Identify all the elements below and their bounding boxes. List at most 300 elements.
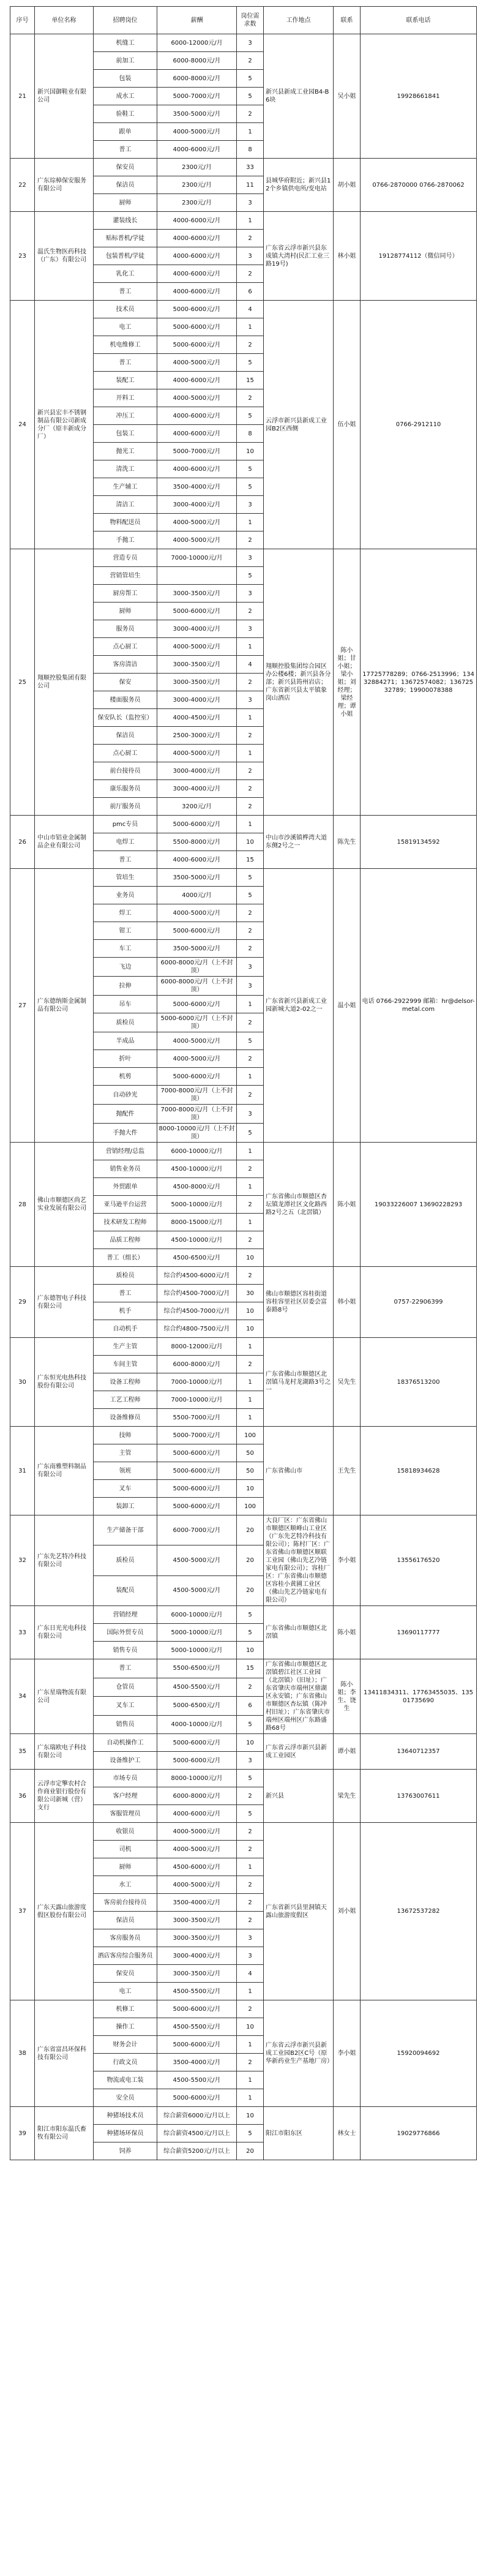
contact-person: 陈小姐；甘小姐；梁小姐；刘经理；梁经理；谭小姐 [334, 549, 361, 816]
company-name: 广东德纳斯金属制品有限公司 [35, 869, 94, 1143]
job-salary: 5000-7000元/月 [157, 88, 237, 105]
job-salary: 4000-6000元/月 [157, 265, 237, 283]
job-salary: 5000-10000元/月 [157, 1196, 237, 1214]
job-salary [157, 567, 237, 585]
job-title: 国际外贸专员 [94, 1624, 157, 1642]
row-number: 29 [10, 1267, 35, 1338]
table-row [10, 34, 477, 52]
job-title: 机修工 [94, 2000, 157, 2018]
job-count: 6 [237, 1697, 264, 1716]
job-salary: 3000-3500元/月 [157, 656, 237, 674]
job-salary: 4000-6000元/月 [157, 851, 237, 869]
job-title: 电焊工 [94, 833, 157, 851]
job-salary: 综合约4500-7000元/月 [157, 1302, 237, 1320]
job-title: 点心厨工 [94, 638, 157, 656]
row-number: 25 [10, 549, 35, 816]
job-count: 20 [237, 2142, 264, 2160]
contact-phone: 0757-22906399 [361, 1267, 477, 1338]
job-title: 普工 [94, 851, 157, 869]
row-number: 28 [10, 1143, 35, 1267]
contact-phone: 19928661841 [361, 34, 477, 159]
row-number: 21 [10, 34, 35, 159]
job-title: 设备工程师 [94, 1373, 157, 1391]
job-count: 2 [237, 336, 264, 354]
job-count: 5 [237, 567, 264, 585]
job-count: 1 [237, 1858, 264, 1876]
header-no: 序号 [10, 7, 35, 34]
job-salary: 4000-5000元/月 [157, 745, 237, 762]
job-title: 钳工 [94, 922, 157, 940]
job-salary: 4500-5500元/月 [157, 2071, 237, 2089]
job-count: 1 [237, 2071, 264, 2089]
recruitment-sheet [10, 6, 476, 2160]
job-title: 楼面服务员 [94, 691, 157, 709]
job-count: 10 [237, 2018, 264, 2036]
job-count: 5 [237, 354, 264, 372]
job-salary: 4000-6000元/月 [157, 372, 237, 389]
table-row [10, 1770, 477, 1787]
job-count: 4 [237, 1965, 264, 1983]
contact-person: 温小姐 [334, 869, 361, 1143]
job-count: 1 [237, 1983, 264, 2000]
company-name: 阳江市阳东温氏畜牧有限公司 [35, 2107, 94, 2160]
job-salary: 3000-4000元/月 [157, 620, 237, 638]
job-count: 5 [237, 1805, 264, 1823]
job-salary: 4000-5000元/月 [157, 531, 237, 549]
company-name: 广东天露山旅游度假区股份有限公司 [35, 1823, 94, 2000]
job-salary: 4000-6000元/月 [157, 230, 237, 247]
job-salary: 5000-6000元/月 [157, 1734, 237, 1752]
job-count: 2 [237, 904, 264, 922]
job-salary: 4500-8000元/月 [157, 1178, 237, 1196]
job-salary: 4500-10000元/月 [157, 1160, 237, 1178]
job-title: 设备维修员 [94, 1409, 157, 1427]
job-title: 领班 [94, 1462, 157, 1480]
work-address: 广东省云浮市新兴县东成镇大湾村(民汇工业三路19号) [264, 212, 334, 301]
job-title: 技术员 [94, 301, 157, 318]
job-title: 自动机手 [94, 1320, 157, 1338]
job-title: 点心厨工 [94, 745, 157, 762]
contact-person: 韩小姐 [334, 1267, 361, 1338]
job-title: 生产储备干部 [94, 1515, 157, 1545]
work-address: 新兴县新成工业园B4-B6块 [264, 34, 334, 159]
job-title: 折叶 [94, 1050, 157, 1068]
job-salary: 4000-5000元/月 [157, 638, 237, 656]
job-salary: 3000-3500元/月 [157, 1965, 237, 1983]
company-name: 新兴县宏丰不锈钢制品有限公司新成分厂（原丰新成分厂） [35, 301, 94, 549]
job-count: 3 [237, 620, 264, 638]
job-salary: 3000-3500元/月 [157, 674, 237, 691]
job-title: 厨房帮工 [94, 585, 157, 603]
job-salary: 3000-4000元/月 [157, 762, 237, 780]
contact-person: 陈小姐 [334, 1143, 361, 1267]
job-count: 2 [237, 1050, 264, 1068]
job-title: 业务员 [94, 887, 157, 904]
job-count: 8 [237, 425, 264, 443]
contact-person: 刘小姐 [334, 1823, 361, 2000]
work-address: 广东省新兴县里洞镇天露山旅游度假区 [264, 1823, 334, 2000]
job-salary: 6000-8000元/月 [157, 70, 237, 88]
work-address: 广东省佛山市顺德区北滘镇 [264, 1606, 334, 1659]
company-name: 中山市铝业金属制品企业有限公司 [35, 816, 94, 869]
job-title: 保洁员 [94, 176, 157, 194]
job-title: 亚马逊平台运营 [94, 1196, 157, 1214]
job-salary: 3000-4000元/月 [157, 780, 237, 798]
job-salary: 3000-3500元/月 [157, 585, 237, 603]
job-salary: 综合约4500-7000元/月 [157, 1285, 237, 1302]
work-address: 广东省云浮市新兴县新成工业园区 [264, 1734, 334, 1770]
job-title: 种猪场环保员 [94, 2125, 157, 2142]
job-count: 1 [237, 638, 264, 656]
job-salary: 4000-6000元/月 [157, 407, 237, 425]
job-count: 2 [237, 940, 264, 958]
contact-phone: 0766-2912110 [361, 301, 477, 549]
job-salary: 5000-6000元/月 [157, 2036, 237, 2054]
contact-phone: 19033226007 13690228293 [361, 1143, 477, 1267]
job-salary: 3500-4000元/月 [157, 478, 237, 496]
job-count: 20 [237, 1515, 264, 1545]
job-title: 营销管培生 [94, 567, 157, 585]
job-count: 15 [237, 851, 264, 869]
company-name: 广东南雅塑料制品有限公司 [35, 1427, 94, 1515]
job-title: 验鞋工 [94, 105, 157, 123]
job-title: 收银员 [94, 1823, 157, 1841]
job-count: 2 [237, 798, 264, 816]
job-salary: 8000-10000元/月 [157, 1770, 237, 1787]
job-salary: 7000-10000元/月 [157, 1373, 237, 1391]
row-number: 33 [10, 1606, 35, 1659]
contact-person: 吴先生 [334, 1338, 361, 1427]
job-title: 保洁员 [94, 727, 157, 745]
job-title: 仓管员 [94, 1678, 157, 1697]
job-title: 技师 [94, 1427, 157, 1444]
job-count: 5 [237, 869, 264, 887]
work-address: 广东省云浮市新兴县新成工业园B2区C号（原华新药业生产基地厂房） [264, 2000, 334, 2107]
header-company: 单位名称 [35, 7, 94, 34]
job-title: 厨师 [94, 1858, 157, 1876]
job-count: 1 [237, 1178, 264, 1196]
job-count: 2 [237, 762, 264, 780]
job-count: 100 [237, 1427, 264, 1444]
job-title: 半成品 [94, 1032, 157, 1050]
table-row [10, 2107, 477, 2125]
contact-person: 李小姐 [334, 2000, 361, 2107]
job-title: 飞边 [94, 958, 157, 977]
job-salary: 8000-12000元/月 [157, 1338, 237, 1356]
job-count: 2 [237, 1267, 264, 1285]
job-count: 5 [237, 2125, 264, 2142]
contact-phone: 13763007611 [361, 1770, 477, 1823]
job-title: 服务员 [94, 620, 157, 638]
job-title: 生产辅工 [94, 478, 157, 496]
job-salary: 3500-4000元/月 [157, 2054, 237, 2071]
job-salary: 6000-8000元/月 [157, 1787, 237, 1805]
job-salary: 4000-4500元/月 [157, 709, 237, 727]
row-number: 38 [10, 2000, 35, 2107]
job-count: 10 [237, 1480, 264, 1498]
job-count: 1 [237, 745, 264, 762]
job-salary: 4500-5500元/月 [157, 2018, 237, 2036]
job-salary: 5000-6000元/月 [157, 1480, 237, 1498]
job-count: 1 [237, 1391, 264, 1409]
row-number: 31 [10, 1427, 35, 1515]
job-title: 普工（组长） [94, 1249, 157, 1267]
company-name: 翔顺控股集团有限公司 [35, 549, 94, 816]
job-salary: 5000-6000元/月（上不封顶） [157, 1013, 237, 1032]
job-count: 2 [237, 1841, 264, 1858]
job-title: 普工 [94, 354, 157, 372]
header-address: 工作地点 [264, 7, 334, 34]
job-salary: 5000-10000元/月 [157, 1624, 237, 1642]
job-salary: 5000-6000元/月 [157, 2089, 237, 2107]
header-phone: 联系电话 [361, 7, 477, 34]
table-row [10, 1515, 477, 1545]
job-count: 2 [237, 1196, 264, 1214]
job-title: 机剪 [94, 1068, 157, 1086]
job-count: 1 [237, 816, 264, 833]
job-title: 清洁工 [94, 496, 157, 514]
job-salary: 5000-6000元/月 [157, 1498, 237, 1515]
job-salary: 3500-5000元/月 [157, 940, 237, 958]
job-count: 8 [237, 141, 264, 159]
job-title: 厨师 [94, 194, 157, 212]
job-count: 2 [237, 1894, 264, 1912]
contact-person: 吴小姐 [334, 34, 361, 159]
contact-phone: 15818934628 [361, 1427, 477, 1515]
table-row [10, 1338, 477, 1356]
job-title: 质检员 [94, 1013, 157, 1032]
table-row [10, 869, 477, 887]
job-salary: 6000-10000元/月 [157, 1606, 237, 1624]
job-salary: 4000-6000元/月 [157, 141, 237, 159]
job-title: 销售员 [94, 1715, 157, 1734]
job-count: 2 [237, 531, 264, 549]
job-count: 2 [237, 727, 264, 745]
job-title: 自动机操作工 [94, 1734, 157, 1752]
job-salary: 4000-5000元/月 [157, 354, 237, 372]
job-count: 20 [237, 1545, 264, 1575]
job-salary: 4500-5000元/月 [157, 1545, 237, 1575]
job-title: pmc专员 [94, 816, 157, 833]
work-address: 大良厂区：广东省佛山市顺德区顺峰山工业区（广东先艺特冷科技有限公司）；陈村厂区：广东省佛山市顺德区顺联工业园（佛山先艺冷链家电有限公司）；容桂厂区：广东省佛山市顺德区容桂小黄圃工业区（佛山先艺冷链家电有限公司） [264, 1515, 334, 1606]
company-name: 广东恒光电热科技股份有限公司 [35, 1338, 94, 1427]
job-salary: 4000-5000元/月 [157, 514, 237, 531]
job-salary: 5000-6000元/月 [157, 1752, 237, 1770]
job-count: 20 [237, 1575, 264, 1605]
job-salary: 5000-10000元/月 [157, 1642, 237, 1659]
job-title: 销售专员 [94, 1642, 157, 1659]
job-title: 成水工 [94, 88, 157, 105]
job-salary: 2300元/月 [157, 176, 237, 194]
company-name: 云浮市定擎农村合作商业银行股份有限公司新城（营）支行 [35, 1770, 94, 1823]
row-number: 36 [10, 1770, 35, 1823]
job-salary: 4000-6000元/月 [157, 283, 237, 301]
job-title: 装卸工 [94, 1498, 157, 1515]
job-salary: 综合约4500-6000元/月 [157, 1267, 237, 1285]
contact-person: 陈小姐；李生、饶生 [334, 1659, 361, 1734]
job-salary: 4000-6000元/月 [157, 212, 237, 230]
job-count: 3 [237, 1752, 264, 1770]
job-title: 设备维护工 [94, 1752, 157, 1770]
company-name: 广东琮樟保安服务有限公司 [35, 159, 94, 212]
job-salary: 4000-6000元/月 [157, 247, 237, 265]
job-title: 普工 [94, 1659, 157, 1678]
job-count: 2 [237, 603, 264, 620]
job-count: 2 [237, 1356, 264, 1373]
row-number: 30 [10, 1338, 35, 1427]
job-title: 外贸跟单 [94, 1178, 157, 1196]
job-title: 客房前台接待员 [94, 1894, 157, 1912]
work-address: 佛山市顺德区容桂街道容桂容里社区居委会富泰路8号 [264, 1267, 334, 1338]
table-row [10, 1427, 477, 1444]
job-title: 营造专员 [94, 549, 157, 567]
row-number: 23 [10, 212, 35, 301]
contact-person: 陈先生 [334, 816, 361, 869]
row-number: 39 [10, 2107, 35, 2160]
job-count: 3 [237, 1947, 264, 1965]
job-count: 1 [237, 1143, 264, 1160]
job-salary: 6000-10000元/月 [157, 1143, 237, 1160]
job-count: 5 [237, 460, 264, 478]
job-title: 生产主管 [94, 1338, 157, 1356]
company-name: 广东星瑞物流有限公司 [35, 1659, 94, 1734]
contact-phone: 17725778289；0766-2513996；13432884271；13672574082；13672532789；19900078388 [361, 549, 477, 816]
job-count: 100 [237, 1498, 264, 1515]
job-salary: 5000-6000元/月 [157, 336, 237, 354]
company-name: 广东日光光电科技有限公司 [35, 1606, 94, 1659]
job-salary: 3000-3500元/月 [157, 1912, 237, 1929]
job-title: 质检员 [94, 1545, 157, 1575]
table-row [10, 159, 477, 176]
job-title: 酒店客房综合服务员 [94, 1947, 157, 1965]
header-count: 岗位需求数 [237, 7, 264, 34]
job-count: 1 [237, 996, 264, 1013]
job-count: 5 [237, 1715, 264, 1734]
job-salary: 6000-8000元/月 [157, 1356, 237, 1373]
job-salary: 3500-5000元/月 [157, 869, 237, 887]
job-title: 抛光工 [94, 443, 157, 460]
job-salary: 综合薪资4500元/月以上 [157, 2125, 237, 2142]
job-salary: 综合约4800-7500元/月 [157, 1320, 237, 1338]
job-count: 1 [237, 1373, 264, 1391]
job-title: 保安 [94, 674, 157, 691]
contact-person: 李小姐 [334, 1515, 361, 1606]
job-salary: 3500-4000元/月 [157, 1894, 237, 1912]
work-address: 广东省佛山市顺德区北滘镇马龙村龙湖路3号之一 [264, 1338, 334, 1427]
job-salary: 5500-7000元/月 [157, 1409, 237, 1427]
job-salary: 2300元/月 [157, 159, 237, 176]
job-title: 康乐服务员 [94, 780, 157, 798]
job-count: 2 [237, 52, 264, 70]
job-count: 3 [237, 977, 264, 996]
company-name: 广东德智电子科技有限公司 [35, 1267, 94, 1338]
job-title: 手拋工 [94, 531, 157, 549]
job-title: 销售业务员 [94, 1160, 157, 1178]
job-title: 市场专员 [94, 1770, 157, 1787]
job-count: 10 [237, 833, 264, 851]
table-row [10, 1823, 477, 1841]
job-salary: 8000-15000元/月 [157, 1214, 237, 1231]
contact-phone: 13690117777 [361, 1606, 477, 1659]
job-title: 安全员 [94, 2089, 157, 2107]
job-salary: 5500-8000元/月 [157, 833, 237, 851]
contact-person: 林小姐 [334, 212, 361, 301]
job-title: 装配员 [94, 1575, 157, 1605]
job-title: 机电维修工 [94, 336, 157, 354]
job-title: 质检员 [94, 1267, 157, 1285]
job-salary: 3000-4000元/月 [157, 496, 237, 514]
job-title: 包装普机/学徒 [94, 247, 157, 265]
header-row [10, 7, 477, 34]
job-salary: 综合薪资5200元/月以上 [157, 2142, 237, 2160]
job-salary: 5000-6000元/月 [157, 1444, 237, 1462]
job-count: 15 [237, 372, 264, 389]
job-count: 10 [237, 1249, 264, 1267]
row-number: 35 [10, 1734, 35, 1770]
job-count: 2 [237, 1160, 264, 1178]
job-salary: 4000-5000元/月 [157, 123, 237, 141]
job-title: 普工 [94, 1285, 157, 1302]
contact-person: 伍小姐 [334, 301, 361, 549]
job-count: 4 [237, 656, 264, 674]
job-title: 主管 [94, 1444, 157, 1462]
job-title: 电工 [94, 1983, 157, 2000]
row-number: 37 [10, 1823, 35, 2000]
job-salary: 6000-12000元/月 [157, 34, 237, 52]
job-count: 5 [237, 478, 264, 496]
table-row [10, 301, 477, 318]
table-row [10, 1659, 477, 1678]
job-count: 10 [237, 2107, 264, 2125]
job-count: 5 [237, 1606, 264, 1624]
job-title: 客房服务员 [94, 1929, 157, 1947]
company-name: 广东瑞欧电子科技有限公司 [35, 1734, 94, 1770]
job-salary: 7000-10000元/月 [157, 549, 237, 567]
job-count: 2 [237, 1823, 264, 1841]
job-salary: 5000-6000元/月 [157, 1068, 237, 1086]
job-title: 叉车工 [94, 1697, 157, 1716]
contact-person: 陈小姐 [334, 1606, 361, 1659]
job-count: 5 [237, 88, 264, 105]
job-count: 2 [237, 265, 264, 283]
job-salary: 4500-5000元/月 [157, 1575, 237, 1605]
job-title: 包装工 [94, 425, 157, 443]
work-address: 云浮市新兴县新成工业园B2区西侧 [264, 301, 334, 549]
job-count: 3 [237, 496, 264, 514]
contact-phone: 19128774112（微信同号） [361, 212, 477, 301]
job-title: 客户经理 [94, 1787, 157, 1805]
job-title: 焊工 [94, 904, 157, 922]
job-count: 3 [237, 691, 264, 709]
job-salary: 2300元/月 [157, 194, 237, 212]
contact-phone: 电话 0766-2922999 邮箱：hr@delsor-metal.com [361, 869, 477, 1143]
job-salary: 4000-5000元/月 [157, 1876, 237, 1894]
job-title: 贴标普机/学徒 [94, 230, 157, 247]
job-count: 2 [237, 1678, 264, 1697]
job-salary: 5500-6500元/月 [157, 1659, 237, 1678]
contact-phone: 13672537282 [361, 1823, 477, 2000]
company-name: 新兴国御鞋业有限公司 [35, 34, 94, 159]
job-count: 1 [237, 709, 264, 727]
job-count: 1 [237, 1214, 264, 1231]
job-title: 灌装线长 [94, 212, 157, 230]
job-title: 拉伸 [94, 977, 157, 996]
contact-phone: 15920094692 [361, 2000, 477, 2107]
job-title: 物料配送员 [94, 514, 157, 531]
job-count: 5 [237, 887, 264, 904]
job-salary: 3200元/月 [157, 798, 237, 816]
job-salary: 4000-5000元/月 [157, 1032, 237, 1050]
